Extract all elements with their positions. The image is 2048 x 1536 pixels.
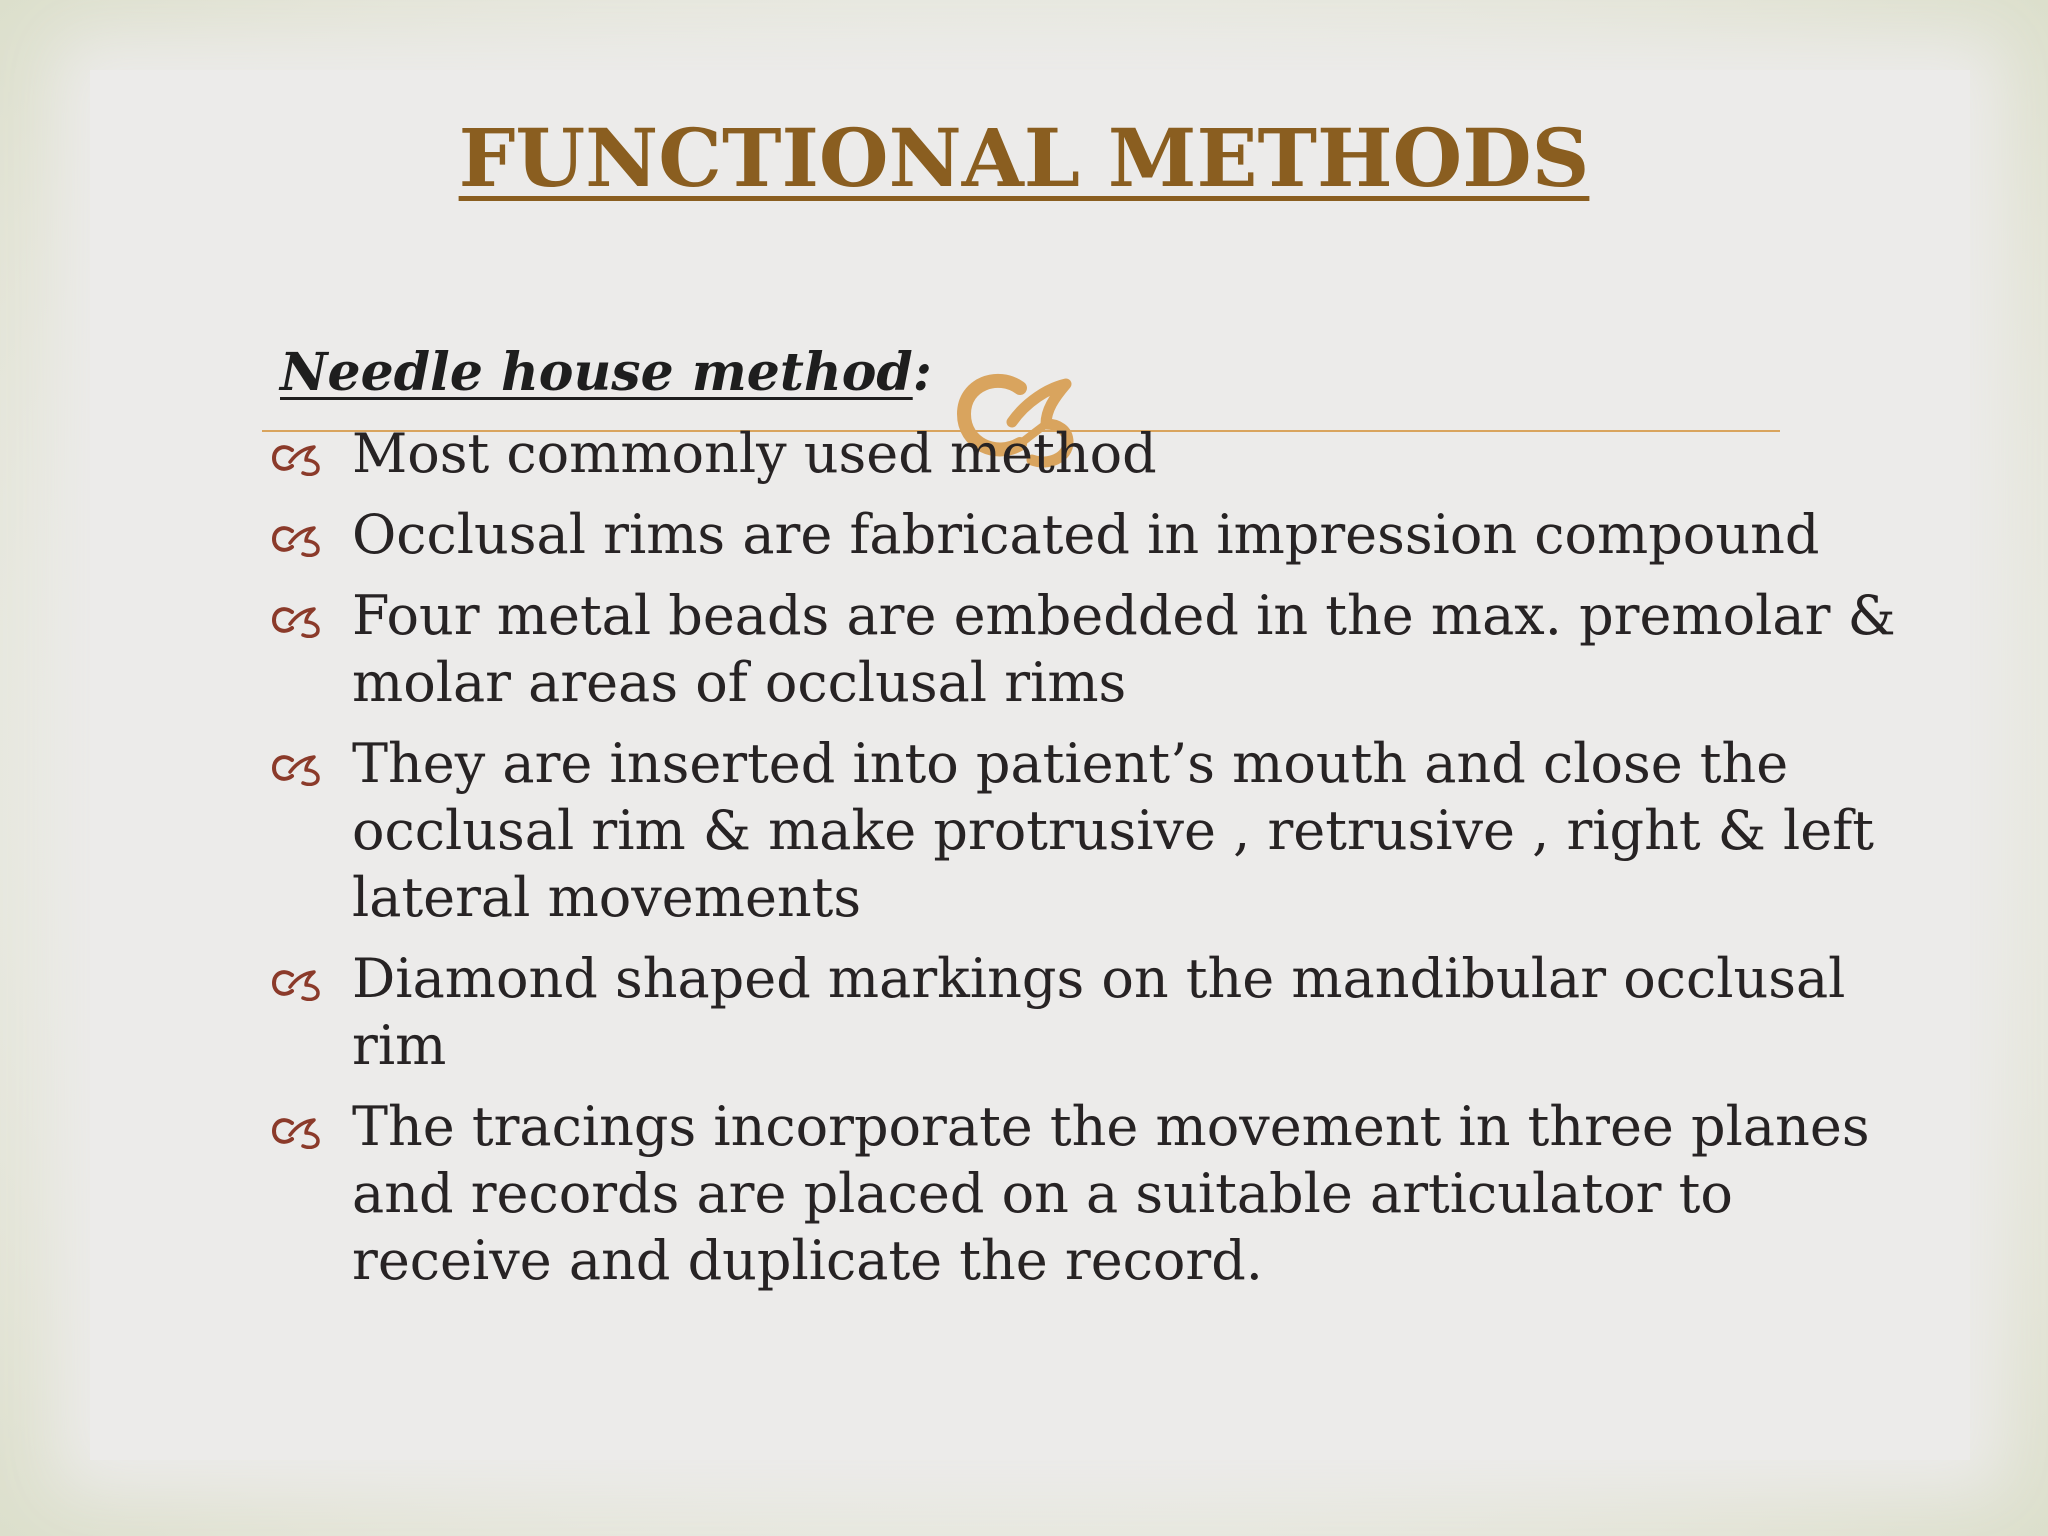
bullet-text: Diamond shaped markings on the mandibular occlusal rim	[352, 947, 1846, 1077]
bullet-text: The tracings incorporate the movement in three planes and records are placed on a suitable articulator to receive and duplicate the record.	[352, 1095, 1870, 1292]
bullet-text: Four metal beads are embedded in the max. premolar & molar areas of occlusal rims	[352, 584, 1896, 714]
subheading-label: Needle house method	[280, 342, 913, 403]
flourish-bullet-icon	[270, 752, 328, 786]
list-item	[270, 420, 1910, 487]
flourish-bullet-icon	[270, 967, 328, 1001]
list-item	[270, 1093, 1910, 1294]
slide-title	[0, 108, 2048, 208]
bullet-text: Most commonly used method	[352, 422, 1157, 485]
flourish-bullet-icon	[270, 523, 328, 557]
list-item	[270, 582, 1910, 716]
flourish-bullet-icon	[270, 604, 328, 638]
list-item	[270, 501, 1910, 568]
flourish-bullet-icon	[270, 442, 328, 476]
bullet-text: They are inserted into patient’s mouth and close the occlusal rim & make protrusive , retrusive , right & left lateral movements	[352, 732, 1874, 929]
slide-title-text: FUNCTIONAL METHODS	[458, 111, 1590, 205]
subheading-colon: :	[912, 342, 932, 403]
subheading	[280, 340, 932, 406]
flourish-bullet-icon	[270, 1115, 328, 1149]
list-item	[270, 730, 1910, 931]
list-item	[270, 945, 1910, 1079]
bullet-list	[270, 420, 1910, 1308]
bullet-text: Occlusal rims are fabricated in impression compound	[352, 503, 1820, 566]
